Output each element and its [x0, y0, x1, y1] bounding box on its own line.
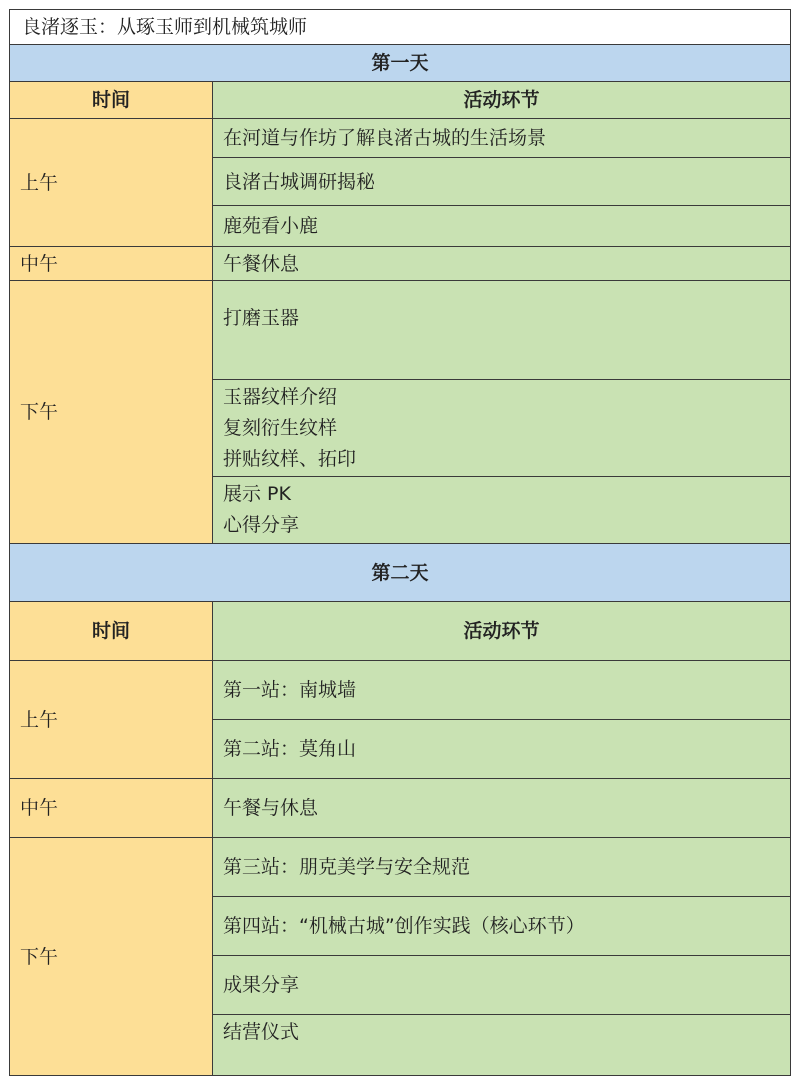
table-row	[10, 281, 791, 380]
day2-activity-header: 活动环节	[213, 602, 791, 661]
day1-morning-time: 上午	[10, 119, 213, 247]
title-row	[10, 10, 791, 45]
list-item: 心得分享	[223, 514, 300, 536]
table-row	[10, 661, 791, 720]
day2-afternoon-item-4: 结营仪式	[213, 1015, 791, 1076]
day2-afternoon-time: 下午	[10, 838, 213, 1076]
day1-morning-item-3: 鹿苑看小鹿	[213, 206, 791, 247]
list-item: 打磨玉器	[223, 307, 300, 329]
day2-afternoon-item-1: 第三站：朋克美学与安全规范	[213, 838, 791, 897]
table-row	[10, 779, 791, 838]
day2-header-row	[10, 602, 791, 661]
day1-noon-time: 中午	[10, 247, 213, 281]
day1-afternoon-item-3	[213, 477, 791, 544]
day1-label: 第一天	[10, 45, 791, 82]
day2-row	[10, 544, 791, 602]
table-row	[10, 247, 791, 281]
day2-afternoon-item-2: 第四站：“机械古城”创作实践（核心环节）	[213, 897, 791, 956]
list-item: 展示 PK	[223, 483, 291, 505]
day2-morning-item-1: 第一站：南城墙	[213, 661, 791, 720]
day1-morning-item-1: 在河道与作坊了解良渚古城的生活场景	[213, 119, 791, 158]
itinerary-table	[9, 9, 791, 1076]
day1-header-row	[10, 82, 791, 119]
table-row	[10, 838, 791, 897]
day1-noon-item-1: 午餐休息	[213, 247, 791, 281]
day2-morning-time: 上午	[10, 661, 213, 779]
day1-afternoon-item-1	[213, 281, 791, 380]
list-item: 玉器纹样介绍	[223, 386, 338, 408]
list-item: 拼贴纹样、拓印	[223, 448, 357, 470]
day2-morning-item-2: 第二站：莫角山	[213, 720, 791, 779]
table-row	[10, 119, 791, 158]
day2-noon-time: 中午	[10, 779, 213, 838]
day2-noon-item-1: 午餐与休息	[213, 779, 791, 838]
day1-afternoon-item-2	[213, 380, 791, 477]
day1-afternoon-time: 下午	[10, 281, 213, 544]
table-title: 良渚逐玉：从琢玉师到机械筑城师	[10, 10, 791, 45]
day1-morning-item-2: 良渚古城调研揭秘	[213, 158, 791, 206]
day1-activity-header: 活动环节	[213, 82, 791, 119]
day2-label: 第二天	[10, 544, 791, 602]
day1-row	[10, 45, 791, 82]
list-item: 复刻衍生纹样	[223, 417, 338, 439]
day2-time-header: 时间	[10, 602, 213, 661]
day2-afternoon-item-3: 成果分享	[213, 956, 791, 1015]
day1-time-header: 时间	[10, 82, 213, 119]
